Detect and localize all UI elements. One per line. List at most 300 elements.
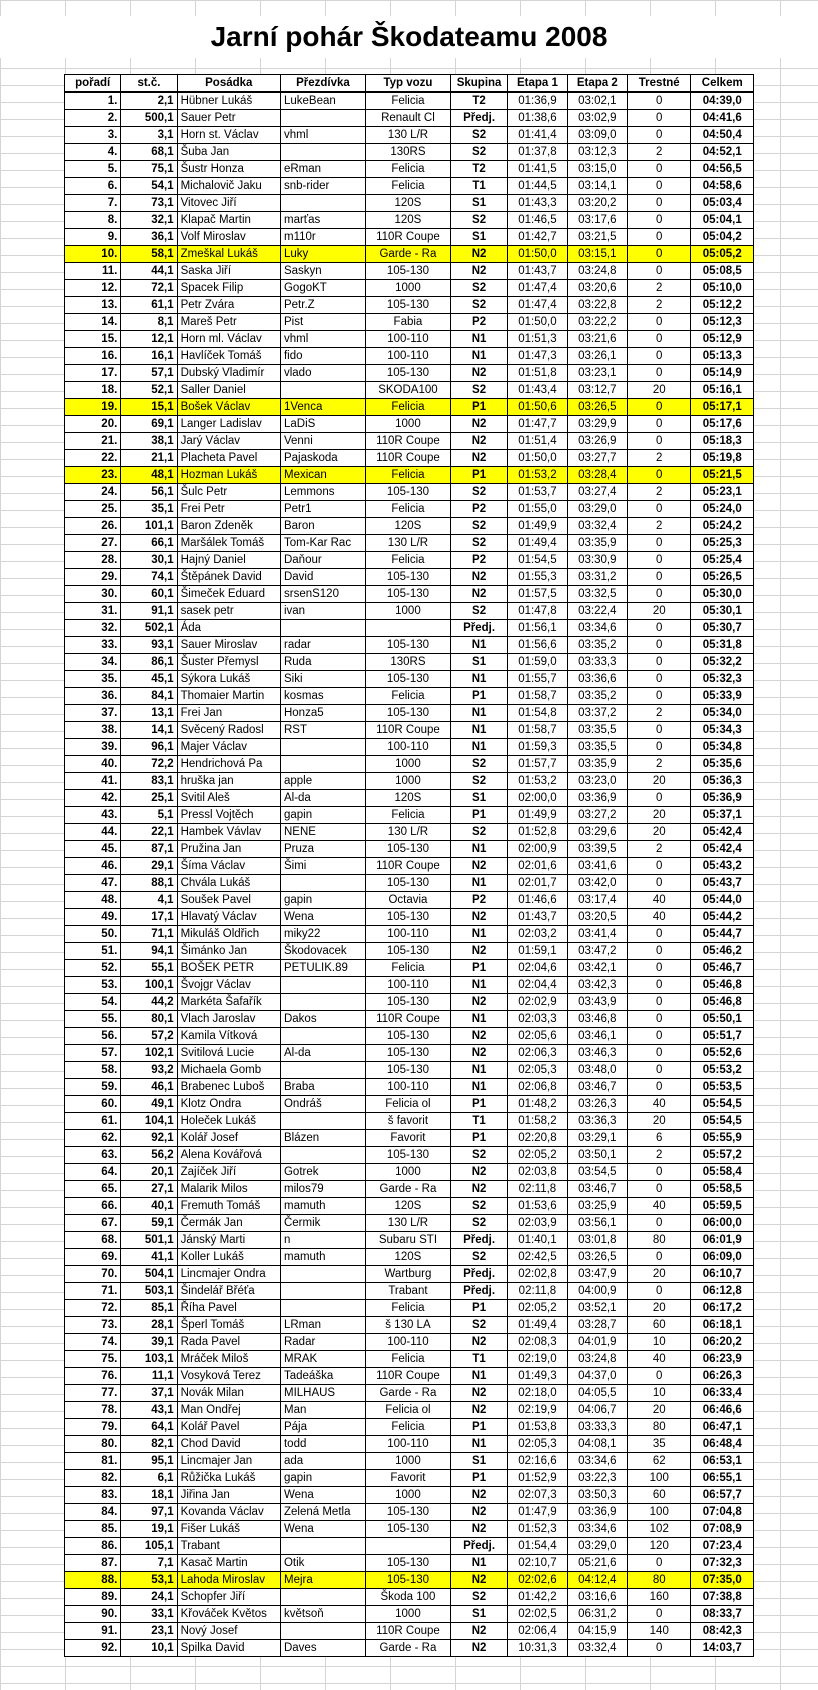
cell-penalty: 0 (628, 246, 691, 263)
cell-car-type: 130 L/R (365, 824, 450, 841)
cell-nickname: Daňour (280, 552, 365, 569)
cell-nickname: mamuth (280, 1249, 365, 1266)
cell-penalty: 0 (628, 1640, 691, 1657)
cell-stage-2: 03:15,0 (567, 161, 627, 178)
cell-stage-2: 03:35,2 (567, 688, 627, 705)
cell-stage-2: 03:16,6 (567, 1589, 627, 1606)
cell-nickname: apple (280, 773, 365, 790)
cell-stage-2: 03:35,9 (567, 756, 627, 773)
cell-nickname: Baron (280, 518, 365, 535)
cell-car-type: 120S (365, 790, 450, 807)
cell-stage-2: 03:12,3 (567, 144, 627, 161)
table-row (65, 212, 754, 229)
cell-penalty: 40 (628, 1198, 691, 1215)
cell-car-type: 100-110 (365, 331, 450, 348)
cell-group: N2 (450, 1164, 507, 1181)
cell-group: S2 (450, 824, 507, 841)
cell-crew: Markéta Šafařík (177, 994, 280, 1011)
cell-group: S1 (450, 654, 507, 671)
cell-stage-1: 01:37,8 (508, 144, 567, 161)
table-row (65, 722, 754, 739)
cell-poradi: 56. (65, 1028, 121, 1045)
cell-start-number: 54,1 (121, 178, 177, 195)
cell-group: S2 (450, 382, 507, 399)
table-row (65, 1538, 754, 1555)
cell-stage-2: 04:01,9 (567, 1334, 627, 1351)
cell-nickname: Pruza (280, 841, 365, 858)
cell-total: 05:34,8 (691, 739, 754, 756)
cell-start-number: 30,1 (121, 552, 177, 569)
cell-poradi: 1. (65, 92, 121, 110)
table-row (65, 790, 754, 807)
cell-total: 05:30,0 (691, 586, 754, 603)
table-row (65, 1606, 754, 1623)
cell-group: Předj. (450, 620, 507, 637)
cell-group: P1 (450, 1419, 507, 1436)
cell-nickname: ada (280, 1453, 365, 1470)
cell-group: N1 (450, 722, 507, 739)
cell-poradi: 53. (65, 977, 121, 994)
cell-total: 05:55,9 (691, 1130, 754, 1147)
cell-group: T1 (450, 1351, 507, 1368)
cell-group: N2 (450, 1487, 507, 1504)
cell-start-number: 101,1 (121, 518, 177, 535)
table-row (65, 1589, 754, 1606)
cell-car-type: 105-130 (365, 1045, 450, 1062)
table-row (65, 739, 754, 756)
cell-nickname: Saskyn (280, 263, 365, 280)
cell-car-type: Felicia (365, 501, 450, 518)
cell-start-number: 43,1 (121, 1402, 177, 1419)
cell-nickname (280, 382, 365, 399)
cell-crew: Bošek Václav (177, 399, 280, 416)
cell-nickname: Luky (280, 246, 365, 263)
cell-penalty: 2 (628, 280, 691, 297)
cell-nickname: snb-rider (280, 178, 365, 195)
cell-penalty: 20 (628, 1402, 691, 1419)
cell-nickname: kosmas (280, 688, 365, 705)
cell-crew: Michalovič Jaku (177, 178, 280, 195)
cell-penalty: 0 (628, 637, 691, 654)
cell-poradi: 37. (65, 705, 121, 722)
cell-penalty: 0 (628, 1062, 691, 1079)
cell-group: N2 (450, 943, 507, 960)
cell-nickname: Tom-Kar Rac (280, 535, 365, 552)
cell-penalty: 0 (628, 926, 691, 943)
cell-stage-1: 01:46,5 (508, 212, 567, 229)
cell-total: 07:38,8 (691, 1589, 754, 1606)
table-row (65, 348, 754, 365)
cell-stage-2: 03:56,1 (567, 1215, 627, 1232)
cell-stage-2: 03:47,9 (567, 1266, 627, 1283)
cell-stage-1: 01:47,4 (508, 297, 567, 314)
cell-stage-1: 01:52,8 (508, 824, 567, 841)
cell-group: S2 (450, 1215, 507, 1232)
table-row (65, 433, 754, 450)
cell-penalty: 0 (628, 110, 691, 127)
table-row (65, 705, 754, 722)
cell-nickname: Pája (280, 1419, 365, 1436)
cell-stage-2: 03:42,3 (567, 977, 627, 994)
cell-total: 05:25,4 (691, 552, 754, 569)
cell-poradi: 54. (65, 994, 121, 1011)
cell-car-type: Felicia (365, 467, 450, 484)
cell-total: 07:23,4 (691, 1538, 754, 1555)
cell-stage-1: 02:00,9 (508, 841, 567, 858)
table-row (65, 1062, 754, 1079)
cell-group: N1 (450, 875, 507, 892)
page-title: Jarní pohár Škodateamu 2008 (0, 16, 818, 58)
cell-crew: Růžička Lukáš (177, 1470, 280, 1487)
cell-car-type (365, 620, 450, 637)
cell-start-number: 71,1 (121, 926, 177, 943)
table-row (65, 229, 754, 246)
cell-start-number: 32,1 (121, 212, 177, 229)
cell-nickname: Man (280, 1402, 365, 1419)
cell-start-number: 83,1 (121, 773, 177, 790)
cell-poradi: 44. (65, 824, 121, 841)
table-row (65, 1113, 754, 1130)
table-row (65, 1504, 754, 1521)
table-row (65, 1453, 754, 1470)
cell-group: N1 (450, 705, 507, 722)
cell-stage-2: 03:29,6 (567, 824, 627, 841)
table-row (65, 807, 754, 824)
cell-total: 05:05,2 (691, 246, 754, 263)
cell-poradi: 12. (65, 280, 121, 297)
cell-stage-2: 03:37,2 (567, 705, 627, 722)
cell-start-number: 16,1 (121, 348, 177, 365)
cell-nickname: Lemmons (280, 484, 365, 501)
cell-stage-1: 01:41,4 (508, 127, 567, 144)
cell-start-number: 52,1 (121, 382, 177, 399)
cell-poradi: 87. (65, 1555, 121, 1572)
cell-group: T2 (450, 161, 507, 178)
cell-crew: Sauer Petr (177, 110, 280, 127)
cell-group: N2 (450, 1640, 507, 1657)
cell-nickname: GogoKT (280, 280, 365, 297)
cell-car-type: Favorit (365, 1470, 450, 1487)
cell-car-type: 130 L/R (365, 127, 450, 144)
cell-crew: Sauer Miroslav (177, 637, 280, 654)
cell-penalty: 20 (628, 1266, 691, 1283)
cell-stage-2: 03:36,9 (567, 1504, 627, 1521)
cell-crew: Fišer Lukáš (177, 1521, 280, 1538)
cell-poradi: 36. (65, 688, 121, 705)
table-row (65, 620, 754, 637)
cell-stage-1: 01:43,7 (508, 263, 567, 280)
cell-crew: Trabant (177, 1538, 280, 1555)
table-row (65, 314, 754, 331)
cell-crew: Placheta Pavel (177, 450, 280, 467)
cell-total: 07:08,9 (691, 1521, 754, 1538)
cell-car-type: 130 L/R (365, 1215, 450, 1232)
cell-penalty: 20 (628, 603, 691, 620)
cell-start-number: 13,1 (121, 705, 177, 722)
cell-poradi: 81. (65, 1453, 121, 1470)
cell-group: S2 (450, 756, 507, 773)
cell-poradi: 84. (65, 1504, 121, 1521)
cell-penalty: 62 (628, 1453, 691, 1470)
cell-poradi: 28. (65, 552, 121, 569)
cell-stage-2: 03:50,1 (567, 1147, 627, 1164)
cell-group: N2 (450, 416, 507, 433)
cell-poradi: 69. (65, 1249, 121, 1266)
cell-poradi: 49. (65, 909, 121, 926)
cell-group: Předj. (450, 1283, 507, 1300)
cell-stage-2: 03:29,1 (567, 1130, 627, 1147)
cell-crew: Kovanda Václav (177, 1504, 280, 1521)
cell-total: 04:58,6 (691, 178, 754, 195)
cell-crew: Koller Lukáš (177, 1249, 280, 1266)
cell-penalty: 80 (628, 1232, 691, 1249)
cell-penalty: 0 (628, 1181, 691, 1198)
cell-crew: Malarik Milos (177, 1181, 280, 1198)
cell-group: N1 (450, 841, 507, 858)
cell-penalty: 40 (628, 1096, 691, 1113)
cell-crew: Petr Zvára (177, 297, 280, 314)
cell-poradi: 5. (65, 161, 121, 178)
cell-poradi: 17. (65, 365, 121, 382)
table-row (65, 110, 754, 127)
cell-crew: Schopfer Jiří (177, 1589, 280, 1606)
cell-nickname (280, 1589, 365, 1606)
table-row (65, 926, 754, 943)
cell-start-number: 95,1 (121, 1453, 177, 1470)
table-row (65, 246, 754, 263)
cell-total: 05:03,4 (691, 195, 754, 212)
cell-poradi: 51. (65, 943, 121, 960)
table-row (65, 399, 754, 416)
cell-total: 05:25,3 (691, 535, 754, 552)
cell-total: 06:18,1 (691, 1317, 754, 1334)
cell-start-number: 72,1 (121, 280, 177, 297)
cell-total: 05:42,4 (691, 841, 754, 858)
cell-penalty: 0 (628, 790, 691, 807)
cell-car-type: Felicia (365, 688, 450, 705)
cell-car-type: Garde - Ra (365, 246, 450, 263)
cell-crew: Langer Ladislav (177, 416, 280, 433)
results-table (64, 74, 754, 1657)
table-row (65, 92, 754, 110)
cell-start-number: 86,1 (121, 654, 177, 671)
cell-crew: Šimeček Eduard (177, 586, 280, 603)
cell-nickname (280, 1147, 365, 1164)
cell-nickname: LukeBean (280, 92, 365, 110)
header-cell-etapa-1: Etapa 1 (508, 75, 567, 93)
cell-penalty: 0 (628, 671, 691, 688)
cell-total: 05:18,3 (691, 433, 754, 450)
cell-group: N2 (450, 1181, 507, 1198)
cell-poradi: 9. (65, 229, 121, 246)
table-row (65, 1419, 754, 1436)
cell-poradi: 45. (65, 841, 121, 858)
cell-penalty: 2 (628, 1147, 691, 1164)
cell-nickname: Blázen (280, 1130, 365, 1147)
cell-penalty: 2 (628, 144, 691, 161)
table-row (65, 1079, 754, 1096)
cell-total: 05:44,2 (691, 909, 754, 926)
cell-penalty: 0 (628, 875, 691, 892)
cell-start-number: 72,2 (121, 756, 177, 773)
cell-poradi: 70. (65, 1266, 121, 1283)
cell-car-type: 1000 (365, 1606, 450, 1623)
cell-start-number: 28,1 (121, 1317, 177, 1334)
cell-crew: Vitovec Jiří (177, 195, 280, 212)
cell-total: 05:17,1 (691, 399, 754, 416)
cell-group: N1 (450, 1011, 507, 1028)
cell-nickname (280, 620, 365, 637)
table-row (65, 552, 754, 569)
cell-start-number: 56,1 (121, 484, 177, 501)
cell-start-number: 73,1 (121, 195, 177, 212)
cell-total: 04:56,5 (691, 161, 754, 178)
cell-stage-2: 04:06,7 (567, 1402, 627, 1419)
cell-group: N2 (450, 1504, 507, 1521)
cell-stage-1: 02:03,9 (508, 1215, 567, 1232)
cell-nickname: Daves (280, 1640, 365, 1657)
cell-group: N2 (450, 1572, 507, 1589)
cell-stage-1: 02:16,6 (508, 1453, 567, 1470)
cell-penalty: 20 (628, 1113, 691, 1130)
cell-poradi: 16. (65, 348, 121, 365)
cell-crew: Klapač Martin (177, 212, 280, 229)
cell-group: S1 (450, 1606, 507, 1623)
cell-stage-2: 03:26,1 (567, 348, 627, 365)
cell-nickname (280, 994, 365, 1011)
cell-total: 05:34,0 (691, 705, 754, 722)
cell-crew: Štěpánek David (177, 569, 280, 586)
cell-stage-2: 03:35,5 (567, 739, 627, 756)
cell-poradi: 3. (65, 127, 121, 144)
cell-stage-2: 03:32,4 (567, 1640, 627, 1657)
cell-crew: Šperl Tomáš (177, 1317, 280, 1334)
cell-stage-1: 01:48,2 (508, 1096, 567, 1113)
cell-penalty: 0 (628, 195, 691, 212)
cell-start-number: 12,1 (121, 331, 177, 348)
cell-nickname: vlado (280, 365, 365, 382)
cell-poradi: 68. (65, 1232, 121, 1249)
cell-total: 04:39,0 (691, 92, 754, 110)
cell-nickname: Mejra (280, 1572, 365, 1589)
cell-poradi: 64. (65, 1164, 121, 1181)
header-cell-celkem: Celkem (691, 75, 754, 93)
cell-crew: Hajný Daniel (177, 552, 280, 569)
cell-poradi: 30. (65, 586, 121, 603)
cell-crew: Rada Pavel (177, 1334, 280, 1351)
cell-total: 05:31,8 (691, 637, 754, 654)
cell-group: S2 (450, 535, 507, 552)
cell-start-number: 501,1 (121, 1232, 177, 1249)
cell-nickname: PETULIK.89 (280, 960, 365, 977)
cell-total: 05:54,5 (691, 1113, 754, 1130)
cell-car-type: 110R Coupe (365, 858, 450, 875)
cell-penalty: 6 (628, 1130, 691, 1147)
cell-stage-2: 03:27,4 (567, 484, 627, 501)
cell-car-type: 105-130 (365, 994, 450, 1011)
cell-start-number: 19,1 (121, 1521, 177, 1538)
cell-crew: Frei Jan (177, 705, 280, 722)
cell-car-type: Felicia (365, 960, 450, 977)
table-row (65, 416, 754, 433)
cell-penalty: 20 (628, 807, 691, 824)
cell-nickname: gapin (280, 1470, 365, 1487)
cell-stage-1: 01:53,7 (508, 484, 567, 501)
cell-poradi: 39. (65, 739, 121, 756)
cell-stage-2: 03:42,0 (567, 875, 627, 892)
table-row (65, 909, 754, 926)
cell-nickname (280, 875, 365, 892)
cell-car-type: 1000 (365, 1453, 450, 1470)
cell-car-type: 100-110 (365, 926, 450, 943)
table-row (65, 1623, 754, 1640)
cell-start-number: 45,1 (121, 671, 177, 688)
cell-poradi: 50. (65, 926, 121, 943)
cell-stage-1: 01:46,6 (508, 892, 567, 909)
cell-total: 07:32,3 (691, 1555, 754, 1572)
header-cell-stc: st.č. (121, 75, 177, 93)
cell-stage-2: 03:02,1 (567, 92, 627, 110)
cell-stage-2: 04:05,5 (567, 1385, 627, 1402)
cell-crew: Brabenec Luboš (177, 1079, 280, 1096)
cell-crew: hruška jan (177, 773, 280, 790)
cell-poradi: 38. (65, 722, 121, 739)
cell-poradi: 85. (65, 1521, 121, 1538)
table-row (65, 654, 754, 671)
table-row (65, 178, 754, 195)
cell-group: T2 (450, 92, 507, 110)
cell-crew: Kasač Martin (177, 1555, 280, 1572)
cell-start-number: 23,1 (121, 1623, 177, 1640)
cell-group: N1 (450, 1062, 507, 1079)
cell-crew: Pressl Vojtěch (177, 807, 280, 824)
cell-crew: Křováček Květos (177, 1606, 280, 1623)
cell-group: N2 (450, 909, 507, 926)
table-row (65, 1402, 754, 1419)
cell-stage-1: 01:51,8 (508, 365, 567, 382)
cell-poradi: 8. (65, 212, 121, 229)
cell-nickname: Wena (280, 1487, 365, 1504)
cell-group: S2 (450, 603, 507, 620)
table-row (65, 484, 754, 501)
cell-group: S1 (450, 229, 507, 246)
cell-poradi: 62. (65, 1130, 121, 1147)
cell-penalty: 0 (628, 1368, 691, 1385)
cell-crew: Švojgr Václav (177, 977, 280, 994)
cell-crew: Šindelář Břéťa (177, 1283, 280, 1300)
cell-poradi: 35. (65, 671, 121, 688)
header-cell-poradi: pořadí (65, 75, 121, 93)
cell-nickname: srsenS120 (280, 586, 365, 603)
cell-stage-1: 01:49,4 (508, 535, 567, 552)
cell-group: N1 (450, 926, 507, 943)
cell-stage-1: 01:49,3 (508, 1368, 567, 1385)
cell-crew: Čermák Jan (177, 1215, 280, 1232)
cell-poradi: 78. (65, 1402, 121, 1419)
cell-poradi: 19. (65, 399, 121, 416)
cell-poradi: 58. (65, 1062, 121, 1079)
table-row (65, 1300, 754, 1317)
table-row (65, 875, 754, 892)
cell-crew: Svitil Aleš (177, 790, 280, 807)
cell-car-type: Felicia (365, 161, 450, 178)
cell-total: 06:10,7 (691, 1266, 754, 1283)
cell-stage-2: 03:30,9 (567, 552, 627, 569)
cell-poradi: 2. (65, 110, 121, 127)
table-row (65, 688, 754, 705)
cell-group: N2 (450, 263, 507, 280)
cell-poradi: 79. (65, 1419, 121, 1436)
